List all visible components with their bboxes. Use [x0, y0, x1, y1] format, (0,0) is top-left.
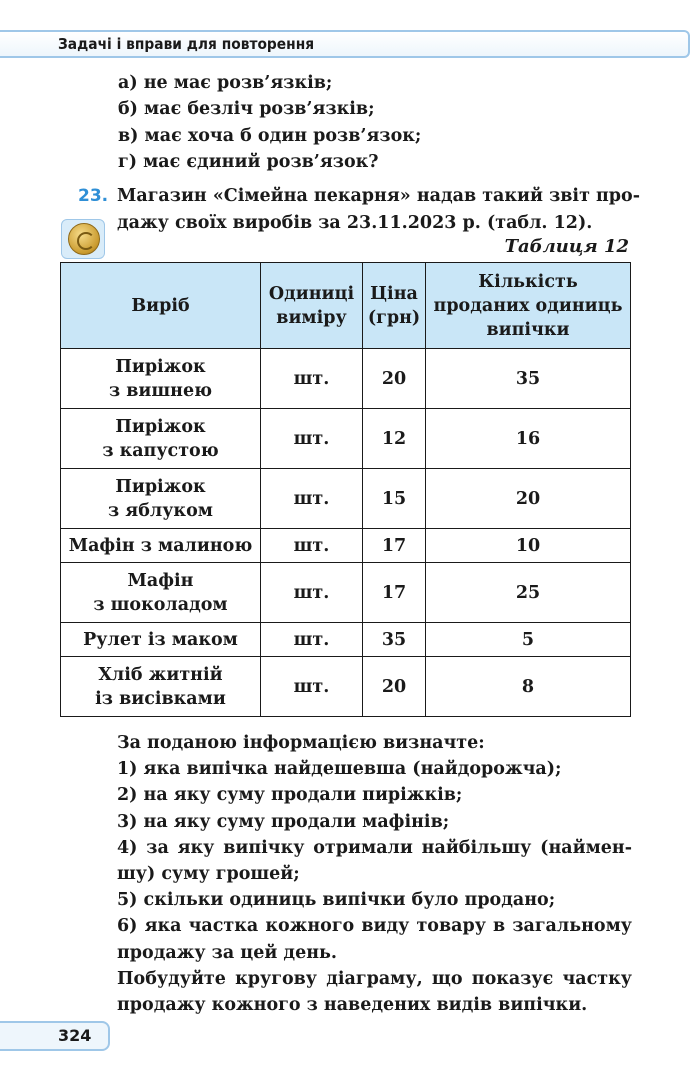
question-4-line-1: 4) за яку випічку отримали найбільшу (наймен- — [117, 837, 632, 858]
unit-cell: шт. — [261, 623, 363, 657]
page-number: 324 — [58, 1026, 92, 1045]
table-row — [61, 657, 631, 717]
table-row — [61, 563, 631, 623]
product-cell: Рулет із маком — [61, 623, 261, 657]
task-statement — [117, 183, 640, 237]
header-price: Ціна (грн) — [363, 263, 426, 349]
qty-cell: 20 — [426, 469, 631, 529]
question-6-line-2: продажу за цей день. — [117, 942, 337, 963]
answer-options — [118, 70, 421, 175]
qty-cell: 25 — [426, 563, 631, 623]
unit-cell: шт. — [261, 349, 363, 409]
table-row — [61, 529, 631, 563]
option-b: б) має безліч розв’язків; — [118, 99, 375, 120]
table-row — [61, 623, 631, 657]
table-row — [61, 469, 631, 529]
table-header-row — [61, 263, 631, 349]
product-cell: Мафін з шоколадом — [61, 563, 261, 623]
product-cell: Пиріжок з яблуком — [61, 469, 261, 529]
task-line-2: дажу своїх виробів за 23.11.2023 р. (табл. 12). — [117, 213, 593, 233]
price-cell: 35 — [363, 623, 426, 657]
unit-cell: шт. — [261, 563, 363, 623]
questions-block — [117, 730, 632, 1018]
option-a: а) не має розв’язків; — [118, 73, 333, 93]
qty-cell: 16 — [426, 409, 631, 469]
table-caption: Таблиця 12 — [504, 236, 629, 257]
price-cell: 15 — [363, 469, 426, 529]
task-number: 23. — [78, 186, 109, 206]
sales-table — [60, 262, 631, 717]
qty-cell: 35 — [426, 349, 631, 409]
header-qty: Кількість проданих одиниць випічки — [426, 263, 631, 349]
final-task-line-1: Побудуйте кругову діаграму, що показує частку — [117, 968, 632, 989]
product-cell: Пиріжок з вишнею — [61, 349, 261, 409]
question-1: 1) яка випічка найдешевша (найдорожча); — [117, 759, 562, 780]
unit-cell: шт. — [261, 657, 363, 717]
price-cell: 17 — [363, 563, 426, 623]
question-4-line-2: шу) суму грошей; — [117, 864, 300, 885]
question-3: 3) на яку суму продали мафінів; — [117, 811, 450, 832]
page-number-tab — [0, 1021, 110, 1051]
option-d: г) має єдиний розв’язок? — [118, 151, 379, 172]
header-unit: Одиниці виміру — [261, 263, 363, 349]
qty-cell: 8 — [426, 657, 631, 717]
unit-cell: шт. — [261, 409, 363, 469]
product-cell: Пиріжок з капустою — [61, 409, 261, 469]
table-row — [61, 349, 631, 409]
product-cell: Хліб житній із висівками — [61, 657, 261, 717]
price-cell: 17 — [363, 529, 426, 563]
table-row — [61, 409, 631, 469]
unit-cell: шт. — [261, 529, 363, 563]
question-6-line-1: 6) яка частка кожного виду товару в загальному — [117, 916, 632, 937]
unit-cell: шт. — [261, 469, 363, 529]
product-cell: Мафін з малиною — [61, 529, 261, 563]
task-line-1: Магазин «Сімейна пекарня» надав такий звіт про- — [117, 186, 640, 206]
price-cell: 12 — [363, 409, 426, 469]
question-2: 2) на яку суму продали пиріжків; — [117, 785, 463, 806]
qty-cell: 5 — [426, 623, 631, 657]
medal-icon — [61, 219, 105, 259]
final-task-line-2: продажу кожного з наведених видів випічки. — [117, 995, 588, 1016]
header-product: Виріб — [61, 263, 261, 349]
question-5: 5) скільки одиниць випічки було продано; — [117, 890, 556, 911]
price-cell: 20 — [363, 349, 426, 409]
qty-cell: 10 — [426, 529, 631, 563]
price-cell: 20 — [363, 657, 426, 717]
questions-intro: За поданою інформацією визначте: — [117, 733, 485, 753]
running-header: Задачі і вправи для повторення — [58, 35, 315, 53]
option-c: в) має хоча б один розв’язок; — [118, 125, 422, 146]
